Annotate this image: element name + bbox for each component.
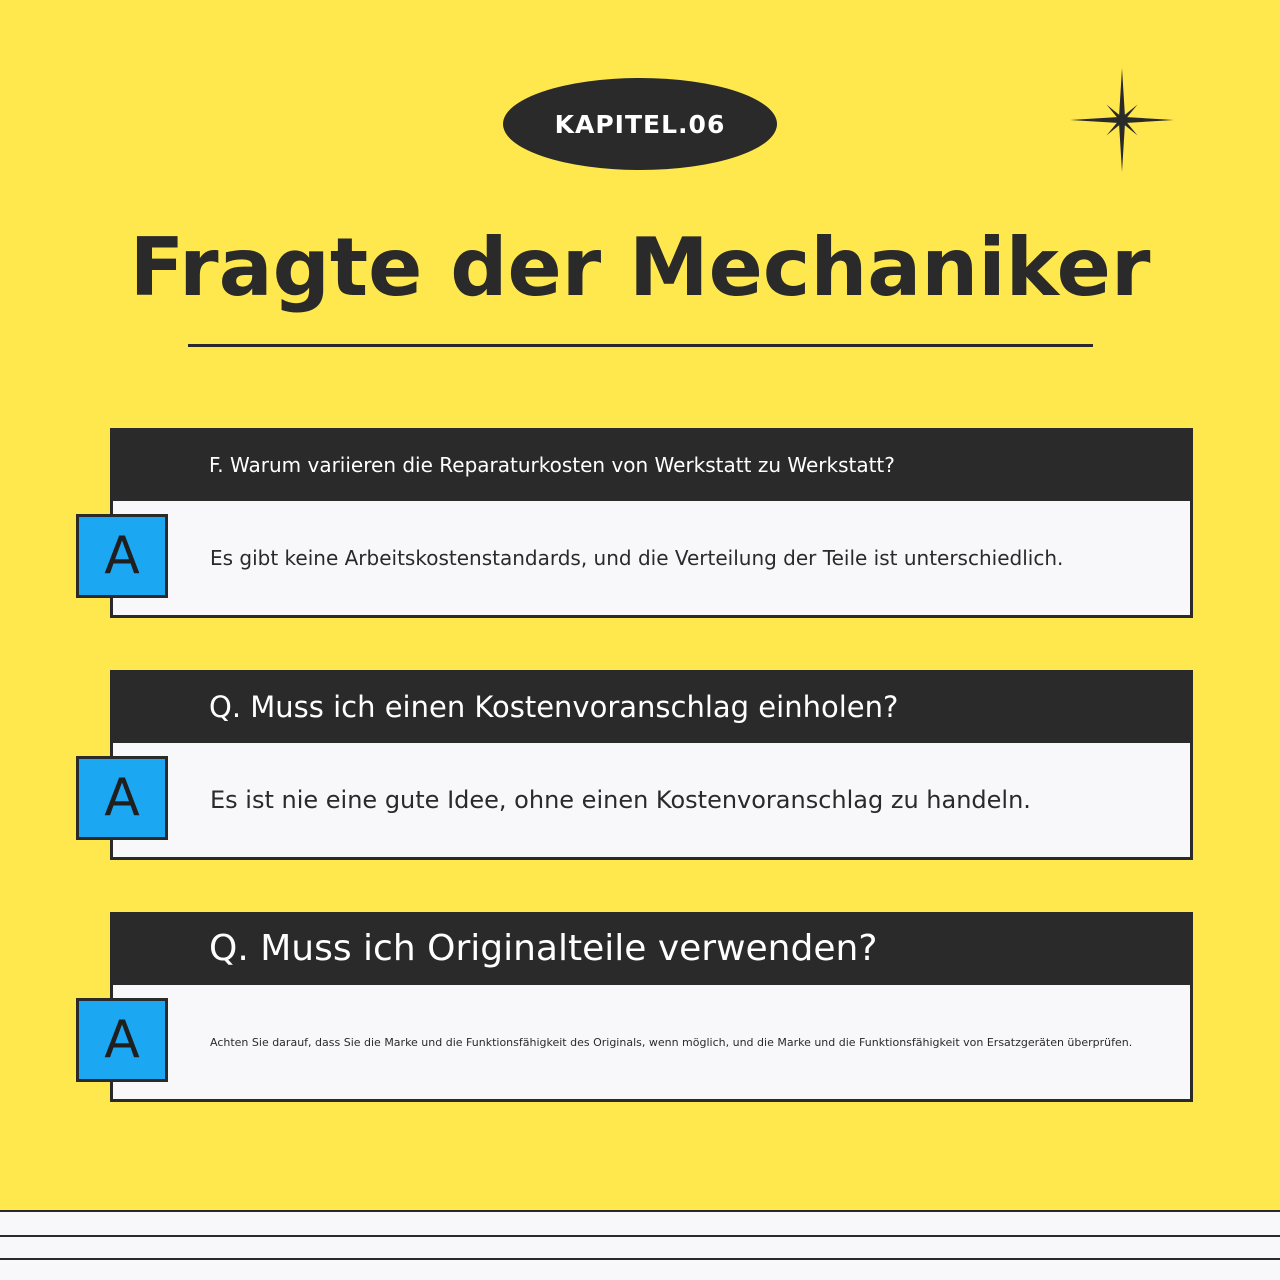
faq-card-1: [104, 428, 1193, 618]
page-title: Fragte der Mechaniker: [129, 221, 1151, 314]
stripe-line: [0, 1235, 1280, 1237]
chapter-badge: KAPITEL.06: [503, 78, 777, 170]
faq-answer-2: Es ist nie eine gute Idee, ohne einen Kostenvoranschlag zu handeln.: [110, 743, 1193, 860]
stripe-line: [0, 1210, 1280, 1212]
faq-answer-3: Achten Sie darauf, dass Sie die Marke und die Funktionsfähigkeit des Originals, wenn möglich, und die Marke und die Funktionsfähigkeit von Ersatzgeräten überprüfen.: [110, 985, 1193, 1102]
answer-label-2: A: [76, 756, 168, 840]
title-divider: [188, 344, 1093, 347]
faq-question-1: F. Warum variieren die Reparaturkosten von Werkstatt zu Werkstatt?: [110, 428, 1193, 501]
sparkle-star-icon: [1070, 68, 1174, 172]
faq-answer-1: Es gibt keine Arbeitskostenstandards, und die Verteilung der Teile ist unterschiedlich.: [110, 501, 1193, 618]
bottom-stripes: [0, 1210, 1280, 1280]
faq-card-3: [104, 912, 1193, 1102]
faq-question-2: Q. Muss ich einen Kostenvoranschlag einholen?: [110, 670, 1193, 743]
faq-card-2: [104, 670, 1193, 860]
answer-label-3: A: [76, 998, 168, 1082]
stripe-line: [0, 1258, 1280, 1260]
answer-label-1: A: [76, 514, 168, 598]
faq-question-3: Q. Muss ich Originalteile verwenden?: [110, 912, 1193, 985]
